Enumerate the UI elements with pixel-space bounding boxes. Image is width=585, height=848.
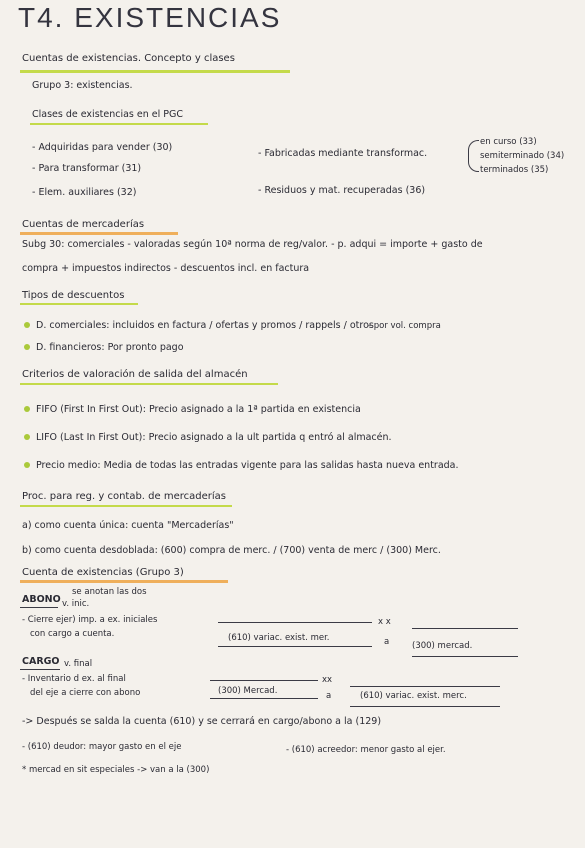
text-cuenta-desdoblada: b) como cuenta desdoblada: (600) compra de merc. / (700) venta de merc / (300) Merc. [22,545,441,556]
heading-underline [20,580,228,583]
bullet-icon [24,322,30,328]
section-heading-cuentas-existencias: Cuentas de existencias. Concepto y clases [22,53,235,64]
entry-credit-cargo: (610) variac. exist. merc. [360,691,467,701]
section-heading-cuenta-existencias: Cuenta de existencias (Grupo 3) [22,567,184,578]
text-cuenta-unica: a) como cuenta única: cuenta "Mercaderías" [22,520,234,531]
entry-line [412,628,518,629]
label-underline [20,669,60,670]
entry-line [412,656,518,657]
text-compra-impuestos: compra + impuestos indirectos - descuentos incl. en factura [22,263,310,274]
subheading-proc-registro: Proc. para reg. y contab. de mercaderías [22,491,226,502]
text-cargo-desc-1: - Inventario d ex. al final [22,674,126,684]
text-mercad-especiales: * mercad en sit especiales -> van a la (300) [22,765,210,775]
brace-icon [468,140,479,172]
text-cargo-desc-2: del eje a cierre con abono [30,688,141,698]
list-item-semiterminado: semiterminado (34) [480,151,565,161]
bullet-descuentos-financieros: D. financieros: Por pronto pago [36,342,184,353]
bullet-lifo: LIFO (Last In First Out): Precio asignado a la ult partida q entró al almacén. [36,432,392,443]
bullet-descuentos-comerciales: D. comerciales: incluidos en factura / ofertas y promos / rappels / otros [36,320,374,331]
label-abono: ABONO [22,594,61,605]
bullet-icon [24,434,30,440]
label-v-inic: v. inic. [62,599,90,609]
bullet-icon [24,344,30,350]
list-item-terminados: terminados (35) [480,165,549,175]
subheading-underline [20,505,232,507]
text-clases-pgc: Clases de existencias en el PGC [32,109,183,120]
section-heading-criterios-valoracion: Criterios de valoración de salida del almacén [22,369,248,380]
bullet-fifo: FIFO (First In First Out): Precio asignado a la 1ª partida en existencia [36,404,361,415]
entry-connector-abono: a [384,637,390,647]
subheading-tipos-descuentos: Tipos de descuentos [22,290,125,301]
entry-credit-abono: (300) mercad. [412,641,473,651]
subheading-underline [30,123,208,125]
section-heading-cuentas-mercaderias: Cuentas de mercaderías [22,219,145,230]
entry-line [210,680,318,681]
text-abono-desc-2: con cargo a cuenta. [30,629,115,639]
list-item-auxiliares: - Elem. auxiliares (32) [32,187,137,198]
entry-debit-cargo: (300) Mercad. [218,686,278,696]
entry-line [350,706,500,707]
list-item-fabricadas: - Fabricadas mediante transformac. [258,148,428,159]
entry-line [218,622,372,623]
text-subgrupo-30: Subg 30: comerciales - valoradas según 10ª norma de reg/valor. - p. adqui = importe + gasto de [22,239,483,250]
heading-underline [20,232,178,235]
entry-line [218,646,372,647]
label-underline [20,607,58,608]
bullet-precio-medio: Precio medio: Media de todas las entradas vigente para las salidas hasta nueva entrada. [36,460,459,471]
label-cargo: CARGO [22,656,60,667]
note-por-vol-compra: - por vol. compra [368,321,441,331]
entry-line [350,686,500,687]
list-item-residuos: - Residuos y mat. recuperadas (36) [258,185,426,196]
bullet-icon [24,462,30,468]
heading-underline [20,70,290,73]
heading-underline [20,383,278,385]
entry-amount-abono: x x [378,617,391,627]
entry-debit-abono: (610) variac. exist. mer. [228,633,330,643]
entry-line [210,698,318,699]
page-title: T4. EXISTENCIAS [18,2,282,33]
note-se-anotan: se anotan las dos [72,587,147,597]
text-610-acreedor: - (610) acreedor: menor gasto al ejer. [286,745,446,755]
subheading-underline [20,303,138,305]
text-grupo-3: Grupo 3: existencias. [32,80,133,91]
bullet-icon [24,406,30,412]
text-despues-salda: -> Después se salda la cuenta (610) y se cerrará en cargo/abono a la (129) [22,716,382,727]
text-abono-desc-1: - Cierre ejer) imp. a ex. iniciales [22,615,158,625]
entry-connector-cargo: a [326,691,332,701]
list-item-adquiridas: - Adquiridas para vender (30) [32,142,173,153]
list-item-en-curso: en curso (33) [480,137,537,147]
entry-amount-cargo: xx [322,675,333,685]
text-610-deudor: - (610) deudor: mayor gasto en el eje [22,742,182,752]
label-v-final: v. final [64,659,93,669]
list-item-transformar: - Para transformar (31) [32,163,142,174]
